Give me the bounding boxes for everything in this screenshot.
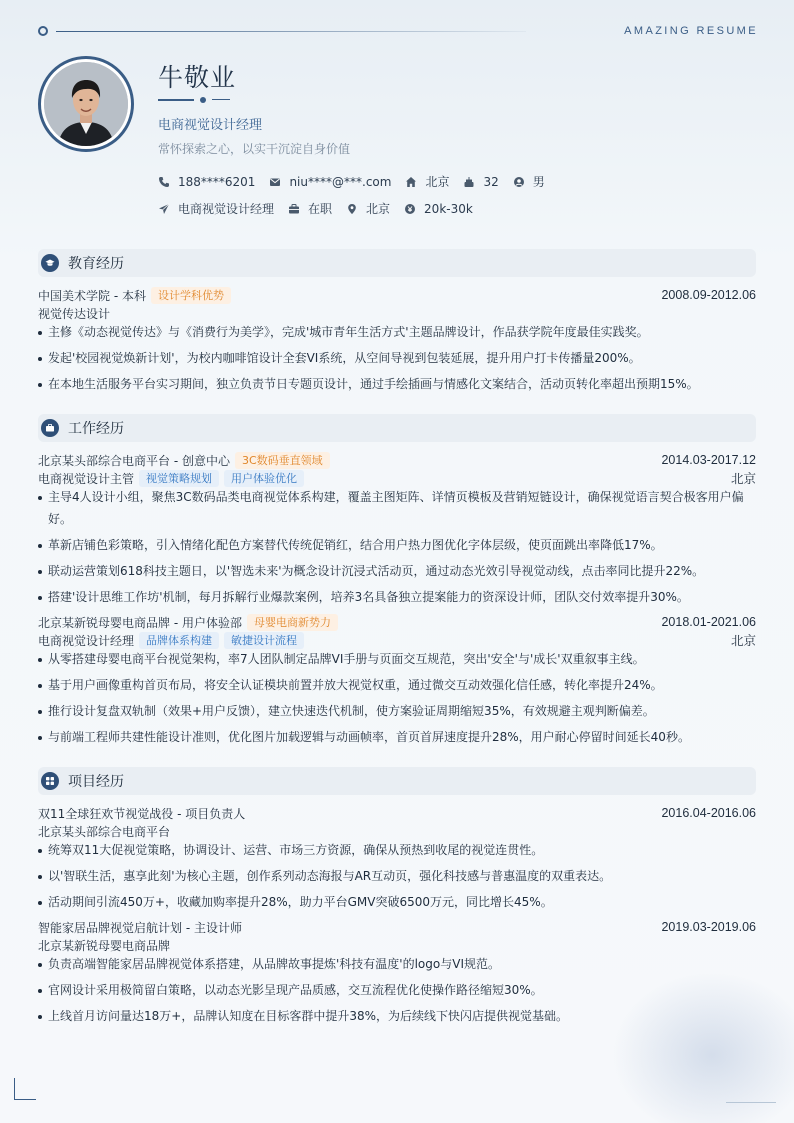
project-period: 2016.04-2016.06 — [661, 806, 756, 820]
list-item: 统筹双11大促视觉策略，协调设计、运营、市场三方资源，确保从预热到收尾的视觉连贯性。 — [38, 839, 756, 862]
gender-text: 男 — [532, 175, 545, 189]
avatar — [38, 56, 134, 152]
phone-text: 188****6201 — [178, 174, 256, 189]
list-item: 上线首月访问量达18万+，品牌认知度在目标客群中提升38%，为后续线下快闪店提供视觉基础。 — [38, 1005, 756, 1028]
graduation-cap-icon — [41, 254, 59, 272]
person-name: 牛敬业 — [158, 63, 237, 92]
email-info — [269, 175, 391, 189]
education-section-header — [38, 249, 756, 277]
company-tag: 母婴电商新势力 — [247, 614, 338, 631]
list-item: 主导4人设计小组，聚焦3C数码品类电商视觉体系构建，覆盖主图矩阵、详情页模板及营销短链设计，确保视觉语言契合极客用户偏 — [38, 486, 756, 509]
corner-bracket-decoration — [14, 1078, 36, 1100]
city-info — [405, 173, 449, 190]
project-org-line — [38, 936, 756, 954]
job-title: 电商视觉设计经理 — [158, 118, 263, 133]
salary-text: 20k-30k — [424, 201, 473, 216]
cake-icon — [463, 176, 475, 188]
money-icon — [404, 203, 416, 215]
job-role-line — [38, 631, 756, 649]
project-org-line — [38, 822, 756, 840]
home-icon — [405, 176, 417, 188]
person-portrait-icon — [44, 62, 128, 146]
list-item: 主修《动态视觉传达》与《消费行为美学》，完成'城市青年生活方式'主题品牌设计，作品获学院年度最佳实践奖。 — [38, 321, 756, 344]
list-item: 负责高端智能家居品牌视觉体系搭建，从品牌故事提炼'科技有温度'的logo与VI规范。 — [38, 953, 756, 976]
phone-icon — [158, 176, 170, 188]
project-name: 智能家居品牌视觉启航计划 - 主设计师 — [38, 920, 242, 935]
top-rule — [38, 26, 758, 38]
skill-tag: 用户体验优化 — [224, 470, 304, 487]
major: 视觉传达设计 — [38, 306, 111, 321]
list-item: 发起'校园视觉焕新计划'，为校内咖啡馆设计全套VI系统，从空间导视到包装延展，提升用户打卡传播量200%。 — [38, 347, 756, 370]
list-item: 基于用户画像重构首页布局，将安全认证模块前置并放大视觉权重，通过微交互动效强化信任感，转化率提升24%。 — [38, 674, 756, 697]
briefcase-icon — [288, 203, 300, 215]
list-item: 官网设计采用极简留白策略，以动态光影呈现产品质感，交互流程优化使操作路径缩短30%。 — [38, 979, 756, 1002]
project-name: 双11全球狂欢节视觉战役 - 项目负责人 — [38, 806, 246, 821]
job-role-line — [38, 469, 756, 487]
project-org: 北京某头部综合电商平台 — [38, 824, 171, 839]
work-section-header — [38, 414, 756, 442]
decorative-glow — [612, 972, 794, 1123]
briefcase-icon — [41, 419, 59, 437]
motto: 常怀探索之心，以实干沉淀自身价值 — [158, 142, 351, 156]
grid-icon — [41, 772, 59, 790]
list-item: 以'智联生活，惠享此刻'为核心主题，创作系列动态海报与AR互动页，强化科技感与普惠温度的双重表达。 — [38, 865, 756, 888]
skill-tag: 品牌体系构建 — [139, 632, 219, 649]
job-header — [38, 613, 756, 631]
list-item: 在本地生活服务平台实习期间，独立负责节日专题页设计，通过手绘插画与情感化文案结合，活动页转化率超出预期15%。 — [38, 373, 756, 396]
projects-section-header — [38, 767, 756, 795]
status-text: 在职 — [308, 202, 333, 216]
skill-tag: 视觉策略规划 — [139, 470, 219, 487]
section-title: 工作经历 — [68, 421, 124, 437]
list-item: 活动期间引流450万+，收藏加购率提升28%，助力平台GMV突破6500万元，同比增长45%。 — [38, 891, 756, 914]
mail-icon — [269, 176, 281, 188]
gender-info — [513, 173, 545, 190]
rule-circle-icon — [38, 26, 48, 36]
job-location: 北京 — [730, 472, 756, 486]
company-tag: 3C数码垂直领域 — [235, 452, 330, 469]
project-header — [38, 804, 756, 822]
project-header — [38, 918, 756, 936]
phone-info — [158, 175, 255, 189]
age-text: 32 — [483, 174, 499, 189]
project-org: 北京某新锐母婴电商品牌 — [38, 938, 171, 953]
project-period: 2019.03-2019.06 — [661, 920, 756, 934]
target-city-text: 北京 — [366, 202, 391, 216]
intent-row — [158, 200, 487, 217]
age-info — [463, 175, 498, 189]
job-period: 2018.01-2021.06 — [661, 615, 756, 629]
list-item: 联动运营策划618科技主题日，以'智选未来'为概念设计沉浸式活动页，通过动态光效引导视觉动线，点击率同比提升22%。 — [38, 560, 756, 583]
send-icon — [158, 203, 170, 215]
city-text: 北京 — [425, 175, 450, 189]
section-title: 教育经历 — [68, 256, 124, 272]
status-info — [288, 200, 332, 217]
company-name: 北京某新锐母婴电商品牌 - 用户体验部 — [38, 615, 242, 630]
location-pin-icon — [346, 203, 358, 215]
job-location: 北京 — [730, 634, 756, 648]
rule-line — [56, 31, 526, 32]
list-item-continuation: 好。 — [48, 512, 73, 526]
job-role: 电商视觉设计主管 — [38, 471, 135, 486]
company-name: 北京某头部综合电商平台 - 创意中心 — [38, 453, 230, 468]
target-role-text: 电商视觉设计经理 — [178, 202, 275, 216]
list-item: 推行设计复盘双轨制（效果+用户反馈），建立快速迭代机制，使方案验证周期缩短35%，有效规避主观判断偏差。 — [38, 700, 756, 723]
contact-row — [158, 173, 559, 190]
job-period: 2014.03-2017.12 — [661, 453, 756, 467]
skill-tag: 敏捷设计流程 — [224, 632, 304, 649]
avatar-photo — [44, 62, 128, 146]
email-text: niu****@***.com — [289, 174, 392, 189]
school-name: 中国美术学院 - 本科 — [38, 288, 146, 303]
corner-line-decoration — [726, 1102, 776, 1103]
education-header — [38, 286, 756, 304]
education-period: 2008.09-2012.06 — [661, 288, 756, 302]
brand-label: AMAZING RESUME — [624, 25, 758, 37]
job-role: 电商视觉设计经理 — [38, 633, 135, 648]
list-item: 搭建'设计思维工作坊'机制，每月拆解行业爆款案例，培养3名具备独立提案能力的资深设计师，团队交付效率提升30%。 — [38, 586, 756, 609]
target-city-info — [346, 200, 390, 217]
name-decoration — [158, 96, 238, 104]
education-major-line — [38, 304, 756, 322]
salary-info — [404, 202, 473, 216]
role-info — [158, 200, 274, 217]
section-title: 项目经历 — [68, 774, 124, 790]
job-header — [38, 451, 756, 469]
list-item: 从零搭建母婴电商平台视觉架构，率7人团队制定品牌VI手册与页面交互规范，突出'安全'与'成长'双重叙事主线。 — [38, 648, 756, 671]
list-item: 与前端工程师共建性能设计准则，优化图片加载逻辑与动画帧率，首页首屏速度提升28%，用户耐心停留时间延长40秒。 — [38, 726, 756, 749]
list-item: 革新店铺色彩策略，引入情绪化配色方案替代传统促销红，结合用户热力图优化字体层级，使页面跳出率降低17%。 — [38, 534, 756, 557]
gender-icon — [513, 176, 525, 188]
education-tag: 设计学科优势 — [151, 287, 231, 304]
